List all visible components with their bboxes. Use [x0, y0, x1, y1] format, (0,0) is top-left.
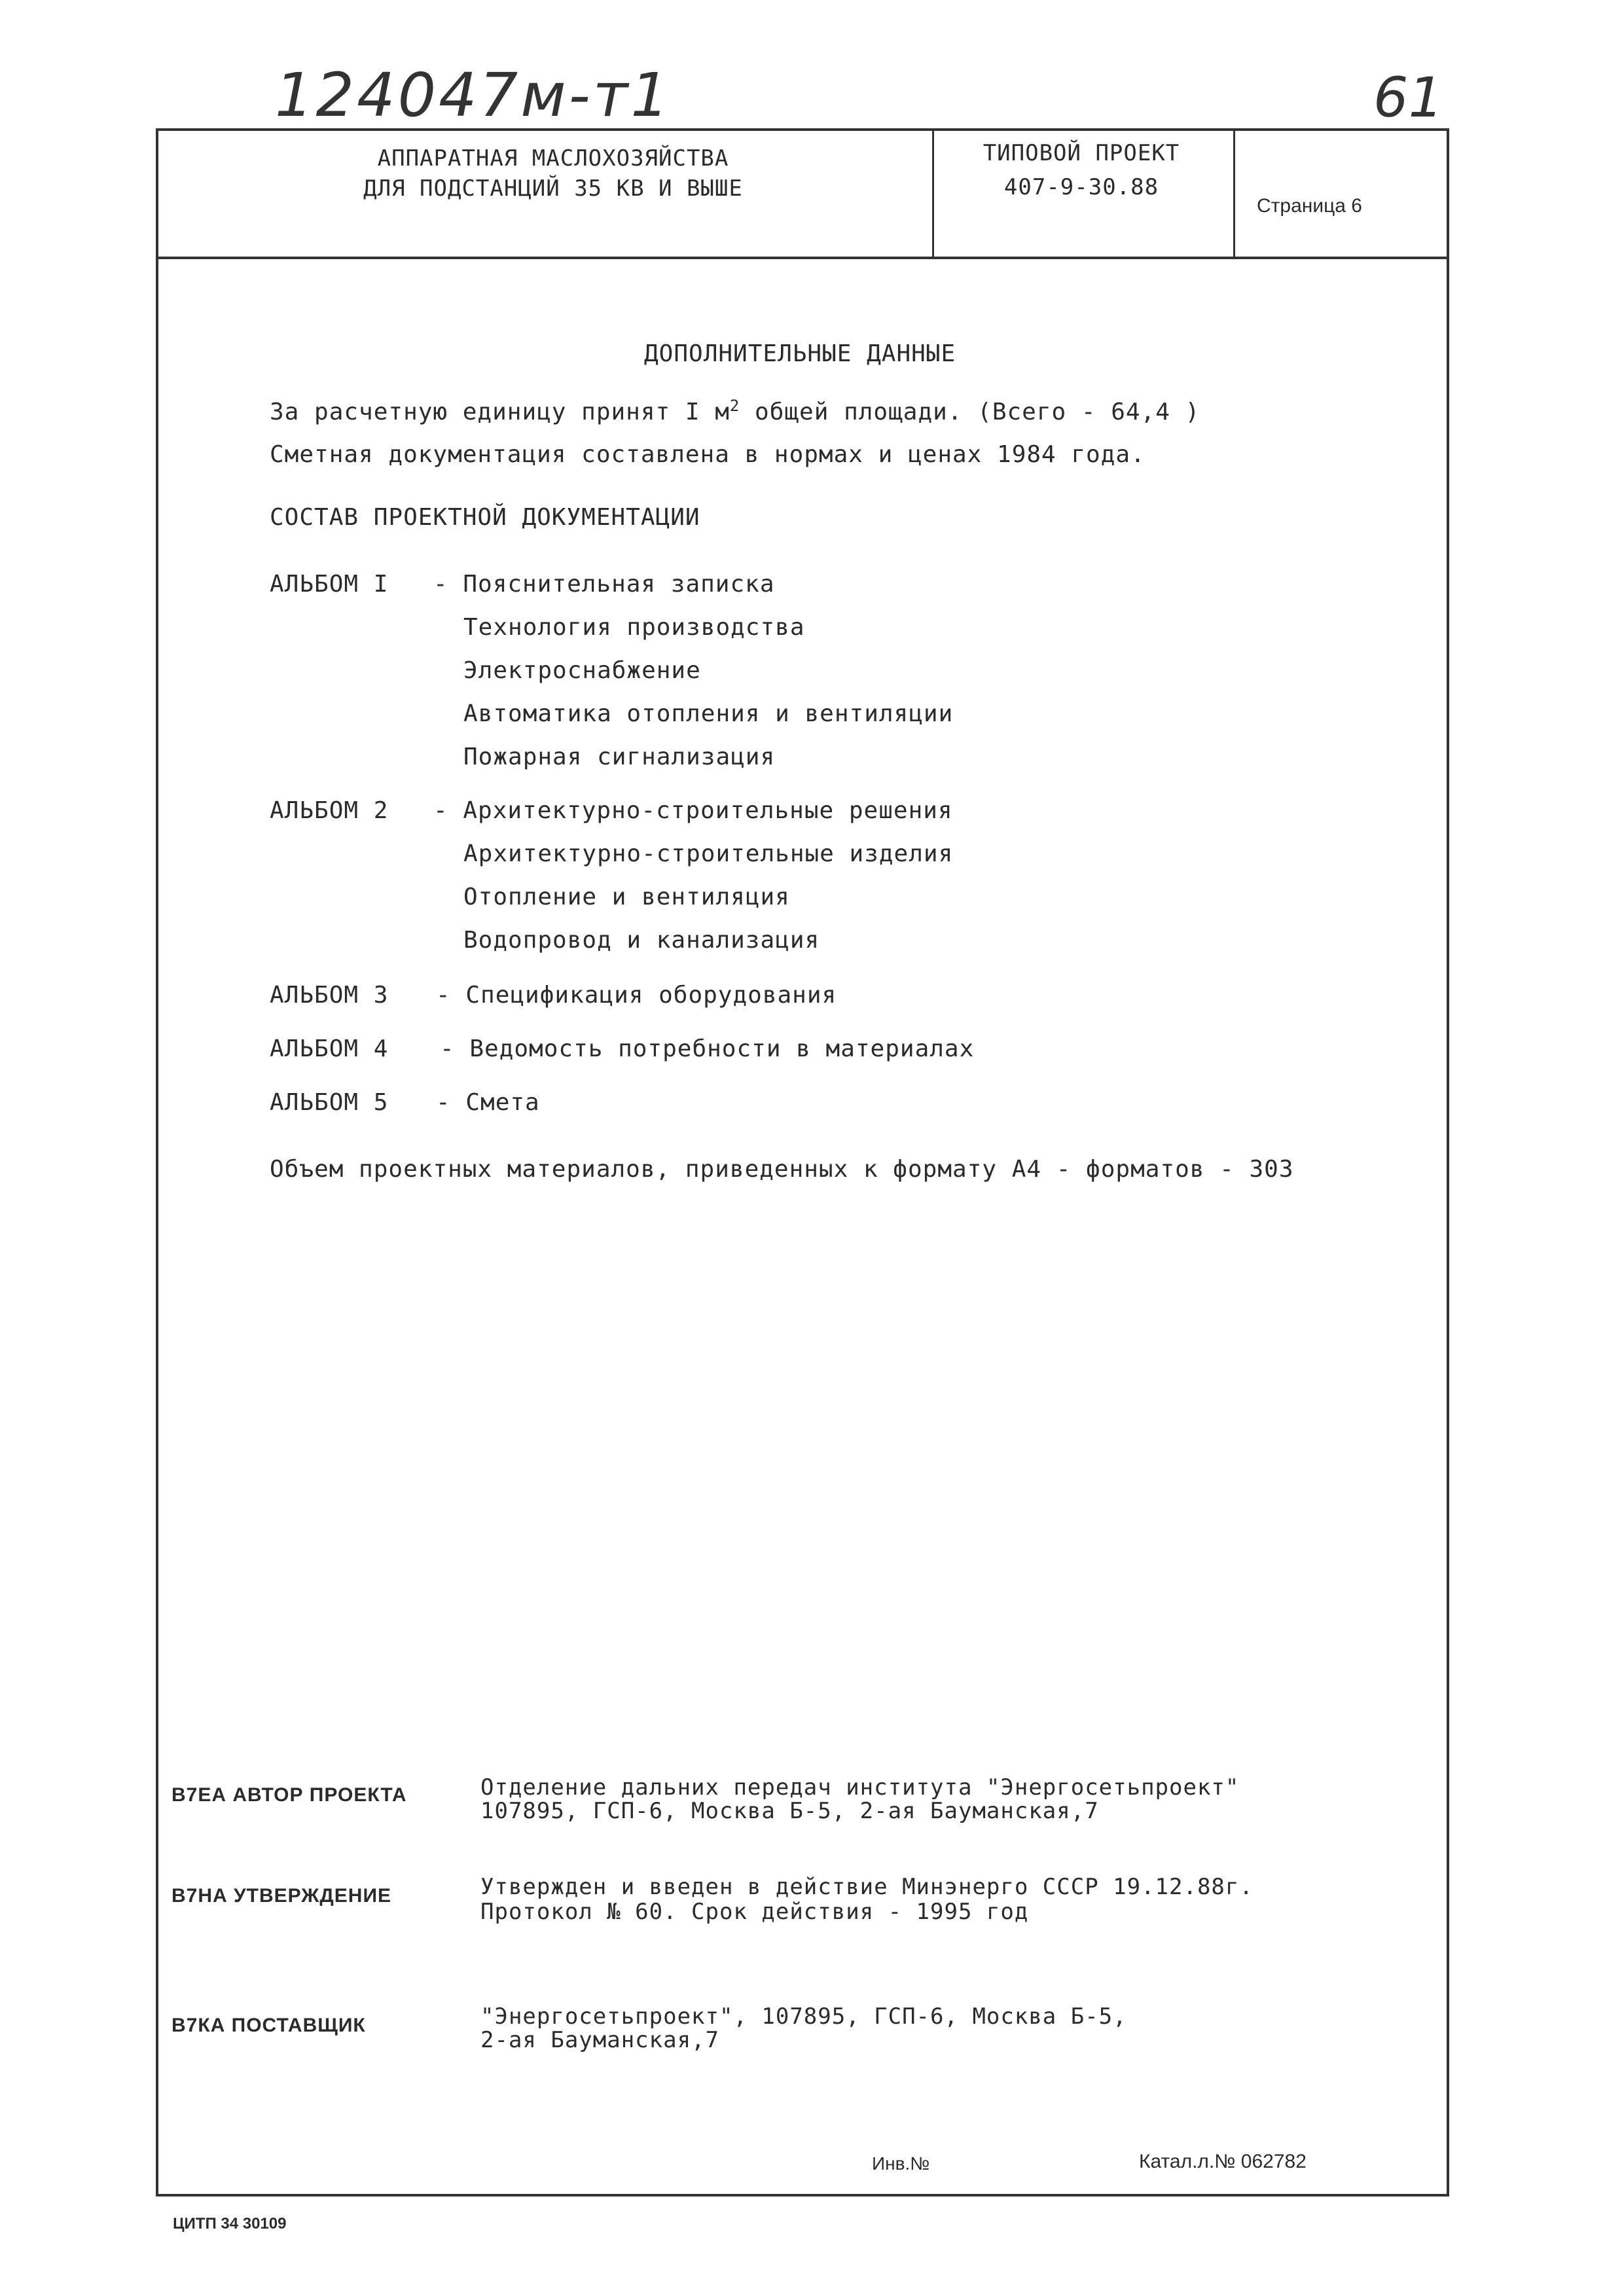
header-title-line2: ДЛЯ ПОДСТАНЦИЙ 35 КВ И ВЫШЕ: [363, 175, 743, 202]
composition-title: СОСТАВ ПРОЕКТНОЙ ДОКУМЕНТАЦИИ: [270, 504, 700, 531]
header-title-line1: АППАРАТНАЯ МАСЛОХОЗЯЙСТВА: [377, 145, 729, 171]
album-2-item-4: Водопровод и канализация: [463, 927, 820, 954]
album-2-item-1: - Архитектурно-строительные решения: [433, 797, 953, 824]
printer-stamp: ЦИТП 34 30109: [173, 2215, 287, 2233]
album-1-item-5: Пожарная сигнализация: [463, 744, 776, 770]
album-2-item-3: Отопление и вентиляция: [463, 884, 790, 910]
handwritten-number: 124047м-т1: [275, 60, 672, 130]
section-title: ДОПОЛНИТЕЛЬНЫЕ ДАННЫЕ: [644, 340, 956, 367]
album-1-item-3: Электроснабжение: [463, 657, 701, 684]
supplier-line1: "Энергосетьпроект", 107895, ГСП-6, Москва Б-5,: [480, 2003, 1127, 2030]
unit-line: [270, 397, 1200, 425]
header-divider: [156, 257, 1449, 259]
project-number: 407-9-30.88: [1003, 174, 1159, 200]
album-4-name: АЛЬБОМ 4: [270, 1035, 389, 1062]
author-label: В7ЕА АВТОР ПРОЕКТА: [171, 1784, 407, 1806]
page-label: Страница 6: [1257, 195, 1362, 217]
volume-line: Объем проектных материалов, приведенных к формату А4 - форматов - 303: [270, 1156, 1294, 1183]
album-1-name: АЛЬБОМ I: [270, 571, 389, 598]
album-4-item-1: - Ведомость потребности в материалах: [440, 1035, 975, 1062]
header-column-divider-1: [932, 128, 934, 258]
album-2-name: АЛЬБОМ 2: [270, 797, 389, 824]
album-1-item-2: Технология производства: [463, 614, 805, 641]
album-3-item-1: - Спецификация оборудования: [436, 982, 837, 1009]
album-3-name: АЛЬБОМ 3: [270, 982, 389, 1009]
album-5-item-1: - Смета: [436, 1089, 540, 1116]
album-1-item-1: - Пояснительная записка: [433, 571, 775, 598]
header-column-divider-2: [1233, 128, 1235, 258]
approval-line2: Протокол № 60. Срок действия - 1995 год: [480, 1899, 1029, 1925]
author-line2: 107895, ГСП-6, Москва Б-5, 2-ая Бауманская,7: [480, 1798, 1099, 1824]
supplier-label: В7КА ПОСТАВЩИК: [171, 2015, 366, 2036]
approval-label: В7НА УТВЕРЖДЕНИЕ: [171, 1885, 392, 1907]
estimate-line: Сметная документация составлена в нормах и ценах 1984 года.: [270, 441, 1146, 468]
unit-line-prefix: За расчетную единицу принят I м: [270, 399, 730, 425]
unit-line-sup: 2: [729, 397, 740, 415]
handwritten-page-number: 61: [1373, 65, 1443, 130]
unit-line-suffix: общей площади. (Всего - 64,4 ): [755, 399, 1200, 425]
inventory-number-label: Инв.№: [872, 2153, 930, 2174]
project-type-label: ТИПОВОЙ ПРОЕКТ: [983, 140, 1180, 166]
album-2-item-2: Архитектурно-строительные изделия: [463, 840, 954, 867]
album-5-name: АЛЬБОМ 5: [270, 1089, 389, 1116]
catalog-sheet-number: Катал.л.№ 062782: [1139, 2151, 1307, 2172]
supplier-line2: 2-ая Бауманская,7: [480, 2027, 719, 2053]
album-1-item-4: Автоматика отопления и вентиляции: [463, 700, 954, 727]
author-line1: Отделение дальних передач института "Энергосетьпроект": [480, 1774, 1240, 1801]
approval-line1: Утвержден и введен в действие Минэнерго СССР 19.12.88г.: [480, 1874, 1254, 1900]
